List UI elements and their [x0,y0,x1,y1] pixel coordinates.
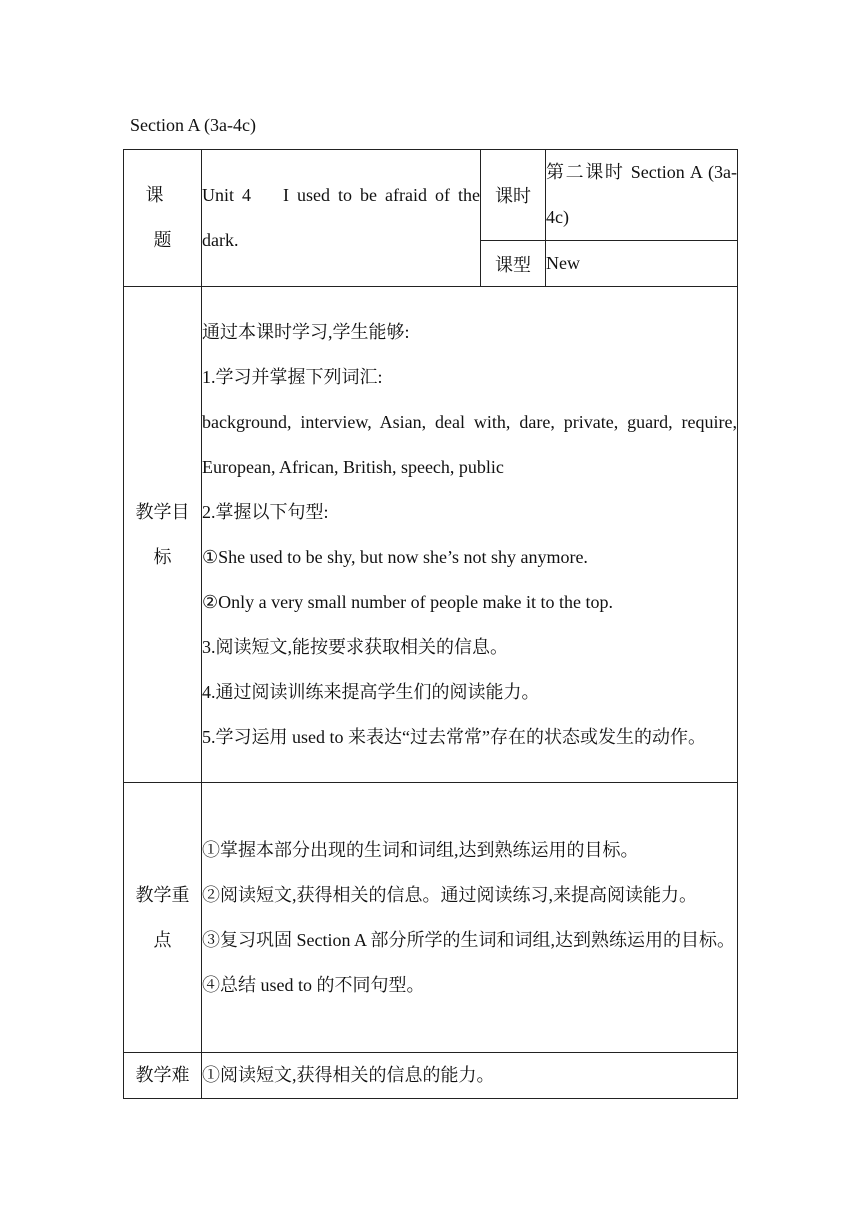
key-point-line: ②阅读短文,获得相关的信息。通过阅读练习,来提高阅读能力。 [202,884,697,905]
topic-label-cell [124,150,202,287]
key-points-label: 教学重点 [135,884,190,950]
key-points-content [202,783,738,1053]
objective-line: ②Only a very small number of people make it to the top. [202,591,614,612]
period-label: 课时 [481,150,546,241]
objective-line: background, interview, Asian, deal with, dare, private, guard, require, European, African, British, speech, public [202,411,737,477]
topic-value: Unit 4 I used to be afraid of the dark. [202,150,481,287]
objectives-label-cell [124,287,202,783]
objectives-label: 教学目标 [135,501,190,567]
objective-line: ①She used to be shy, but now she’s not shy anymore. [202,546,588,567]
type-label: 课型 [481,241,546,287]
objective-line: 3.阅读短文,能按要求获取相关的信息。 [202,636,508,657]
difficulties-label: 教学难 [135,1065,190,1085]
topic-label: 课 题 [145,185,188,250]
lesson-plan-table [123,149,738,1099]
key-point-line: ④总结 used to 的不同句型。 [202,974,425,995]
page-heading: Section A (3a-4c) [130,115,256,135]
period-value: 第二课时 Section A (3a-4c) [546,150,738,241]
type-value: New [546,241,738,287]
objective-line: 5.学习运用 used to 来表达“过去常常”存在的状态或发生的动作。 [202,726,706,747]
key-point-line: ①掌握本部分出现的生词和词组,达到熟练运用的目标。 [202,839,639,860]
objectives-content [202,287,738,783]
key-point-line: ③复习巩固 Section A 部分所学的生词和词组,达到熟练运用的目标。 [202,929,736,950]
objective-line: 4.通过阅读训练来提高学生们的阅读能力。 [202,681,540,702]
difficulty-line: ①阅读短文,获得相关的信息的能力。 [202,1065,495,1085]
key-points-label-cell [124,783,202,1053]
objective-line: 1.学习并掌握下列词汇: [202,366,383,387]
objective-line: 2.掌握以下句型: [202,501,329,522]
difficulties-content [202,1053,738,1099]
difficulties-label-cell [124,1053,202,1099]
objective-line: 通过本课时学习,学生能够: [202,321,410,342]
